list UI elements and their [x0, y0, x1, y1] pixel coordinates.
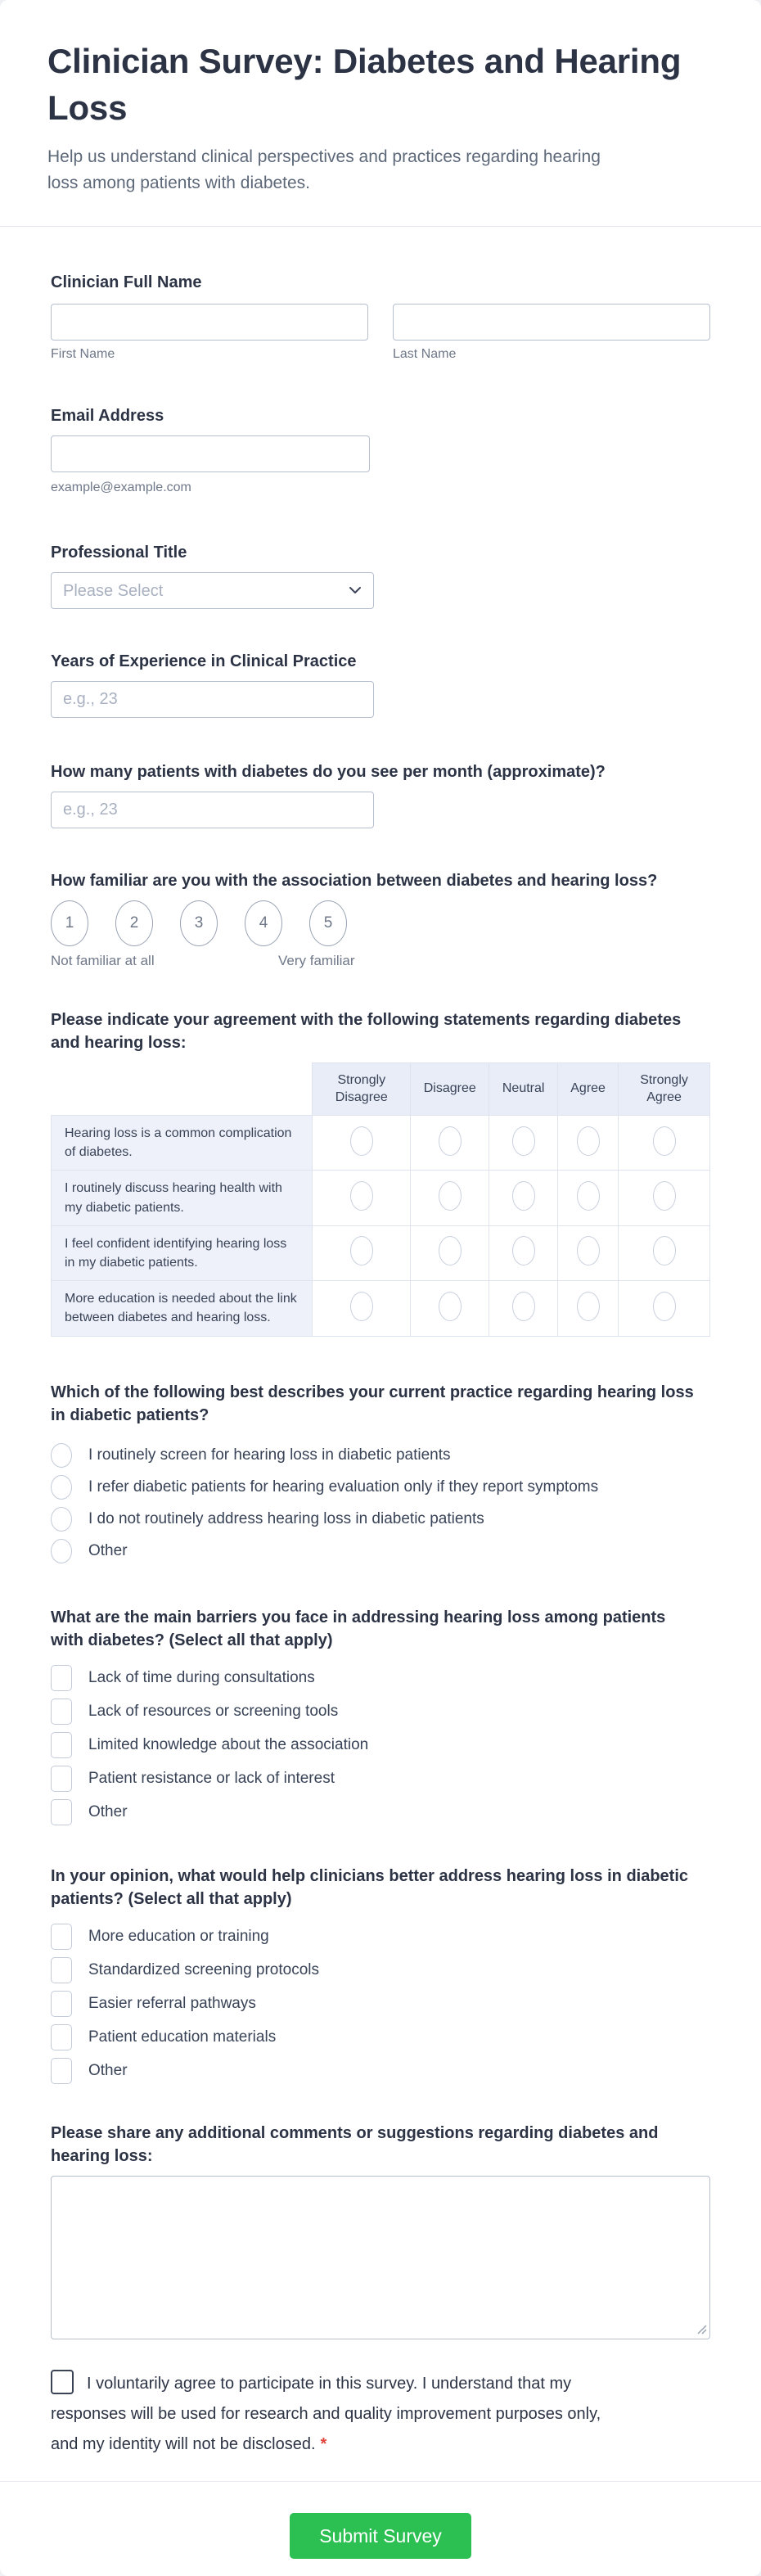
matrix-radio-r2-c2[interactable] [439, 1181, 462, 1211]
last-name-col [393, 304, 710, 362]
matrix-row-4-label: More education is needed about the link between diabetes and hearing loss. [52, 1281, 313, 1336]
matrix-radio-r4-c4[interactable] [577, 1292, 600, 1321]
scale-option-5[interactable]: 5 [309, 900, 347, 946]
submit-survey-button[interactable]: Submit Survey [290, 2513, 471, 2559]
barriers-options [51, 1665, 710, 1825]
professional-title-label: Professional Title [51, 544, 187, 562]
comments-label: Please share any additional comments or suggestions regarding diabetes and hearing loss: [51, 2123, 659, 2165]
scale-max-label: Very familiar [278, 953, 355, 968]
question-barriers [51, 1606, 710, 1825]
barriers-checkbox-3[interactable] [51, 1732, 72, 1758]
patients-per-month-input[interactable] [51, 792, 374, 828]
matrix-row-2 [52, 1171, 710, 1225]
practice-option-label: I do not routinely address hearing loss in diabetic patients [88, 1509, 484, 1527]
improvements-option-label: Standardized screening protocols [88, 1960, 320, 1978]
barriers-option-row [51, 1766, 710, 1792]
first-name-sublabel: First Name [51, 347, 115, 361]
barriers-option-label: Lack of time during consultations [88, 1668, 315, 1686]
first-name-input[interactable] [51, 304, 368, 341]
last-name-input[interactable] [393, 304, 710, 341]
form-header [0, 0, 761, 227]
improvements-option-label: Patient education materials [88, 2028, 277, 2046]
matrix-radio-r3-c3[interactable] [512, 1236, 535, 1265]
matrix-row-1-label: Hearing loss is a common complication of diabetes. [52, 1116, 313, 1171]
matrix-radio-r2-c1[interactable] [350, 1181, 373, 1211]
question-familiarity-scale [51, 869, 710, 972]
scale-option-4[interactable]: 4 [245, 900, 282, 946]
last-name-sublabel: Last Name [393, 347, 457, 361]
matrix-radio-r1-c1[interactable] [350, 1126, 373, 1156]
practice-option-row [51, 1475, 710, 1500]
professional-title-select[interactable] [51, 572, 374, 609]
practice-radio-3[interactable] [51, 1507, 72, 1532]
improvements-checkbox-3[interactable] [51, 1991, 72, 2017]
improvements-option-label: More education or training [88, 1927, 269, 1945]
question-years-experience [51, 650, 710, 718]
question-agreement-matrix [51, 1008, 710, 1337]
first-name-col [51, 304, 368, 362]
practice-option-row [51, 1507, 710, 1532]
matrix-radio-r2-c3[interactable] [512, 1181, 535, 1211]
practice-option-row [51, 1539, 710, 1563]
barriers-option-row [51, 1799, 710, 1825]
question-email [51, 404, 710, 495]
scale-labels [51, 953, 411, 972]
question-full-name [51, 271, 710, 362]
barriers-checkbox-2[interactable] [51, 1699, 72, 1725]
matrix-col-neutral: Neutral [489, 1063, 558, 1116]
barriers-option-label: Lack of resources or screening tools [88, 1702, 339, 1720]
agreement-matrix-table [51, 1062, 710, 1337]
matrix-radio-r4-c3[interactable] [512, 1292, 535, 1321]
practice-label: Which of the following best describes your current practice regarding hearing loss in diabetic patients? [51, 1383, 694, 1424]
agreement-matrix-label: Please indicate your agreement with the following statements regarding diabetes and hearing loss: [51, 1011, 682, 1052]
consent-text [51, 2369, 632, 2460]
matrix-col-strongly-agree: Strongly Agree [619, 1063, 710, 1116]
matrix-row-2-label: I routinely discuss hearing health with my diabetic patients. [52, 1171, 313, 1225]
form-footer [0, 2481, 761, 2559]
practice-option-row [51, 1443, 710, 1468]
form-subtitle: Help us understand clinical perspectives and practices regarding hearing loss among patients with diabetes. [47, 147, 601, 192]
matrix-row-4 [52, 1281, 710, 1336]
matrix-row-3 [52, 1225, 710, 1280]
question-professional-title [51, 541, 710, 609]
improvements-checkbox-1[interactable] [51, 1924, 72, 1950]
practice-option-label: I routinely screen for hearing loss in diabetic patients [88, 1446, 451, 1464]
familiarity-scale-label: How familiar are you with the association between diabetes and hearing loss? [51, 872, 658, 890]
scale-option-1[interactable]: 1 [51, 900, 88, 946]
barriers-checkbox-1[interactable] [51, 1665, 72, 1691]
improvements-option-row [51, 2024, 710, 2050]
matrix-row-3-label: I feel confident identifying hearing loss in my diabetic patients. [52, 1225, 313, 1280]
improvements-option-row [51, 1991, 710, 2017]
matrix-radio-r1-c4[interactable] [577, 1126, 600, 1156]
full-name-label: Clinician Full Name [51, 273, 202, 291]
barriers-option-label: Other [88, 1802, 128, 1820]
practice-radio-2[interactable] [51, 1475, 72, 1500]
question-comments [51, 2122, 710, 2339]
improvements-option-row [51, 1957, 710, 1983]
scale-option-3[interactable]: 3 [180, 900, 218, 946]
matrix-radio-r2-c4[interactable] [577, 1181, 600, 1211]
email-label: Email Address [51, 407, 164, 425]
consent-checkbox[interactable] [51, 2370, 74, 2394]
matrix-radio-r2-c5[interactable] [653, 1181, 676, 1211]
matrix-radio-r1-c3[interactable] [512, 1126, 535, 1156]
barriers-option-label: Limited knowledge about the association [88, 1735, 369, 1753]
question-consent [51, 2369, 632, 2460]
matrix-header-row [52, 1063, 710, 1116]
resize-grip-icon[interactable] [696, 2323, 707, 2335]
question-patients-per-month [51, 760, 710, 828]
matrix-row-1 [52, 1116, 710, 1171]
matrix-radio-r3-c1[interactable] [350, 1236, 373, 1265]
familiarity-scale-row [51, 900, 710, 946]
practice-option-label: Other [88, 1541, 128, 1559]
comments-textarea-wrap [51, 2176, 710, 2339]
barriers-label: What are the main barriers you face in addressing hearing loss among patients with diabetes? (Select all that apply) [51, 1608, 666, 1649]
patients-per-month-label: How many patients with diabetes do you see per month (approximate)? [51, 763, 606, 781]
professional-title-select-wrap [51, 572, 374, 609]
required-asterisk: * [320, 2434, 327, 2453]
question-improvements [51, 1865, 710, 2084]
matrix-radio-r3-c4[interactable] [577, 1236, 600, 1265]
improvements-checkbox-4[interactable] [51, 2024, 72, 2050]
matrix-radio-r3-c2[interactable] [439, 1236, 462, 1265]
improvements-checkbox-5[interactable] [51, 2058, 72, 2084]
scale-option-2[interactable]: 2 [115, 900, 153, 946]
matrix-radio-r4-c1[interactable] [350, 1292, 373, 1321]
barriers-option-row [51, 1732, 710, 1758]
email-input[interactable] [51, 435, 370, 472]
matrix-radio-r4-c5[interactable] [653, 1292, 676, 1321]
improvements-checkbox-2[interactable] [51, 1957, 72, 1983]
practice-options [51, 1443, 710, 1563]
consent-label: I voluntarily agree to participate in this survey. I understand that my responses will be used for research and quality improvement purposes only, and my identity will not be disclosed. [51, 2374, 601, 2453]
matrix-col-disagree: Disagree [411, 1063, 489, 1116]
scale-min-label: Not familiar at all [51, 953, 155, 968]
comments-textarea[interactable] [51, 2176, 710, 2339]
barriers-option-row [51, 1665, 710, 1691]
email-sublabel: example@example.com [51, 480, 191, 494]
practice-option-label: I refer diabetic patients for hearing evaluation only if they report symptoms [88, 1477, 599, 1496]
improvements-option-label: Easier referral pathways [88, 1994, 256, 2012]
years-experience-label: Years of Experience in Clinical Practice [51, 652, 357, 670]
improvements-label: In your opinion, what would help clinicians better address hearing loss in diabetic patients? (Select all that apply) [51, 1866, 689, 1908]
practice-radio-1[interactable] [51, 1443, 72, 1468]
name-row [51, 304, 710, 362]
matrix-corner-cell [52, 1063, 313, 1116]
matrix-radio-r3-c5[interactable] [653, 1236, 676, 1265]
improvements-options [51, 1924, 710, 2084]
improvements-option-label: Other [88, 2061, 128, 2079]
matrix-radio-r1-c2[interactable] [439, 1126, 462, 1156]
improvements-option-row [51, 2058, 710, 2084]
question-practice [51, 1381, 710, 1563]
barriers-checkbox-4[interactable] [51, 1766, 72, 1792]
barriers-option-row [51, 1699, 710, 1725]
form-body [0, 271, 761, 2460]
form-title: Clinician Survey: Diabetes and Hearing Loss [47, 42, 682, 128]
barriers-option-label: Patient resistance or lack of interest [88, 1769, 335, 1787]
matrix-radio-r1-c5[interactable] [653, 1126, 676, 1156]
improvements-option-row [51, 1924, 710, 1950]
matrix-col-agree: Agree [558, 1063, 619, 1116]
matrix-col-strongly-disagree: Strongly Disagree [313, 1063, 411, 1116]
matrix-radio-r4-c2[interactable] [439, 1292, 462, 1321]
barriers-checkbox-5[interactable] [51, 1799, 72, 1825]
practice-radio-4[interactable] [51, 1539, 72, 1563]
years-experience-input[interactable] [51, 681, 374, 718]
